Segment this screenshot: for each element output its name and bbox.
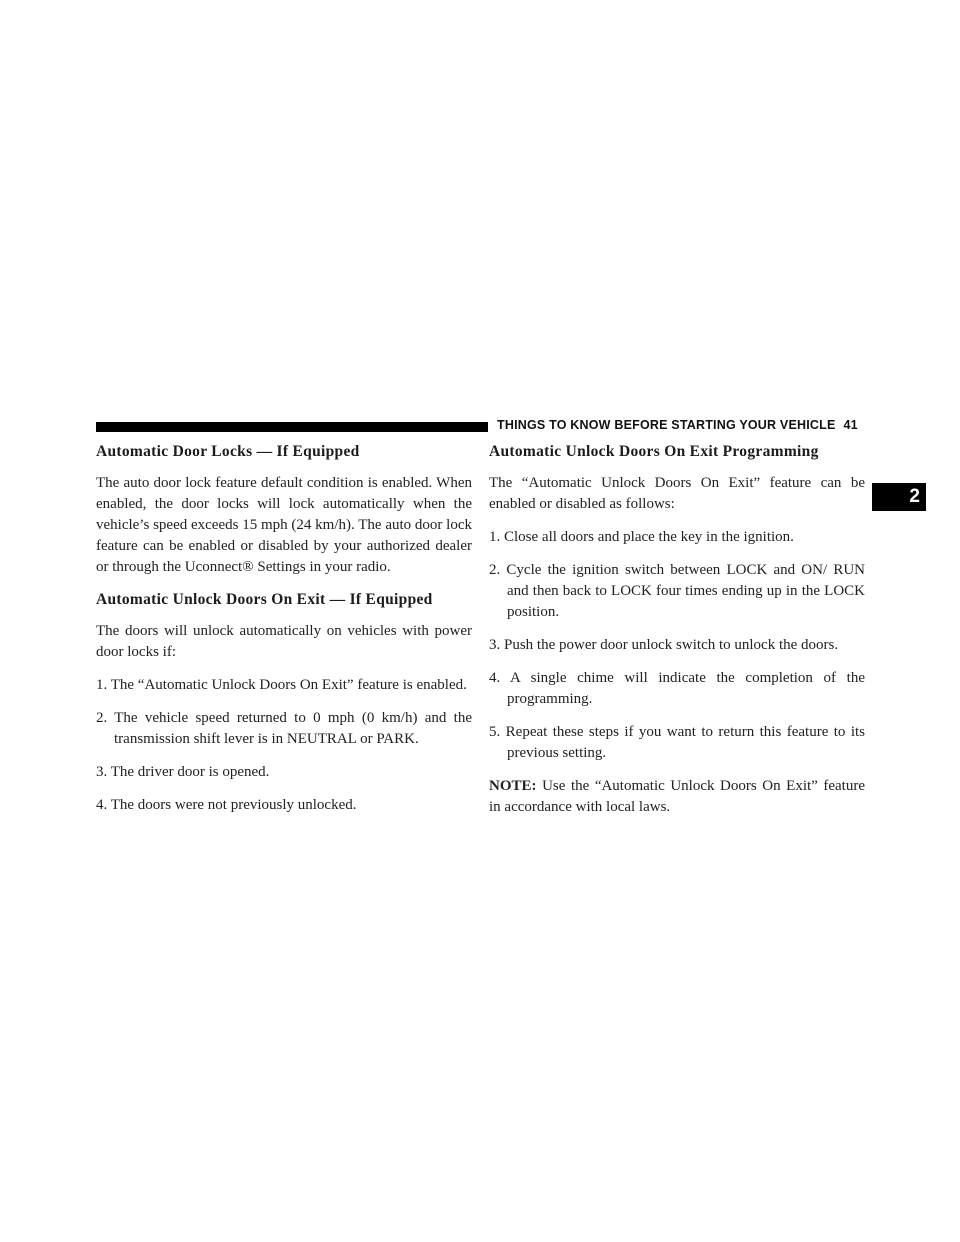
section-heading: Automatic Door Locks — If Equipped (96, 443, 360, 460)
header-rule (96, 422, 488, 432)
chapter-tab: 2 (872, 483, 926, 511)
list-item: 2. The vehicle speed returned to 0 mph (0 km/h) and the transmission shift lever is in NEUTRAL or PARK. (96, 710, 472, 747)
header-title: THINGS TO KNOW BEFORE STARTING YOUR VEHICLE (497, 418, 836, 432)
list-item: 5. Repeat these steps if you want to return this feature to its previous setting. (489, 724, 865, 761)
paragraph: The auto door lock feature default condition is enabled. When enabled, the door locks will lock automatically when the vehicle’s speed exceeds 15 mph (24 km/h). The auto door lock feature can be enabled or disabled by your authorized dealer or through the Uconnect® Settings in your radio. (96, 475, 472, 575)
condition-list (96, 675, 472, 816)
paragraph: The “Automatic Unlock Doors On Exit” feature can be enabled or disabled as follows: (489, 475, 865, 512)
paragraph: The doors will unlock automatically on vehicles with power door locks if: (96, 623, 472, 660)
section-heading: Automatic Unlock Doors On Exit — If Equipped (96, 591, 433, 608)
steps-list (489, 527, 865, 764)
page-number: 41 (843, 418, 858, 432)
list-item: 4. A single chime will indicate the completion of the programming. (489, 670, 865, 707)
list-item: 2. Cycle the ignition switch between LOCK and ON/ RUN and then back to LOCK four times ending up in the LOCK position. (489, 562, 865, 620)
list-item: 1. Close all doors and place the key in the ignition. (489, 529, 794, 545)
list-item: 3. Push the power door unlock switch to unlock the doors. (489, 637, 839, 653)
list-item: 4. The doors were not previously unlocked. (96, 797, 357, 813)
note-text: Use the “Automatic Unlock Doors On Exit” feature in accordance with local laws. (489, 778, 865, 815)
left-column (96, 442, 472, 828)
note-label: NOTE: (489, 778, 537, 794)
right-column (489, 442, 865, 830)
list-item: 1. The “Automatic Unlock Doors On Exit” feature is enabled. (96, 677, 467, 693)
note (489, 776, 865, 818)
running-header (497, 418, 858, 432)
list-item: 3. The driver door is opened. (96, 764, 270, 780)
section-heading: Automatic Unlock Doors On Exit Programming (489, 443, 819, 460)
